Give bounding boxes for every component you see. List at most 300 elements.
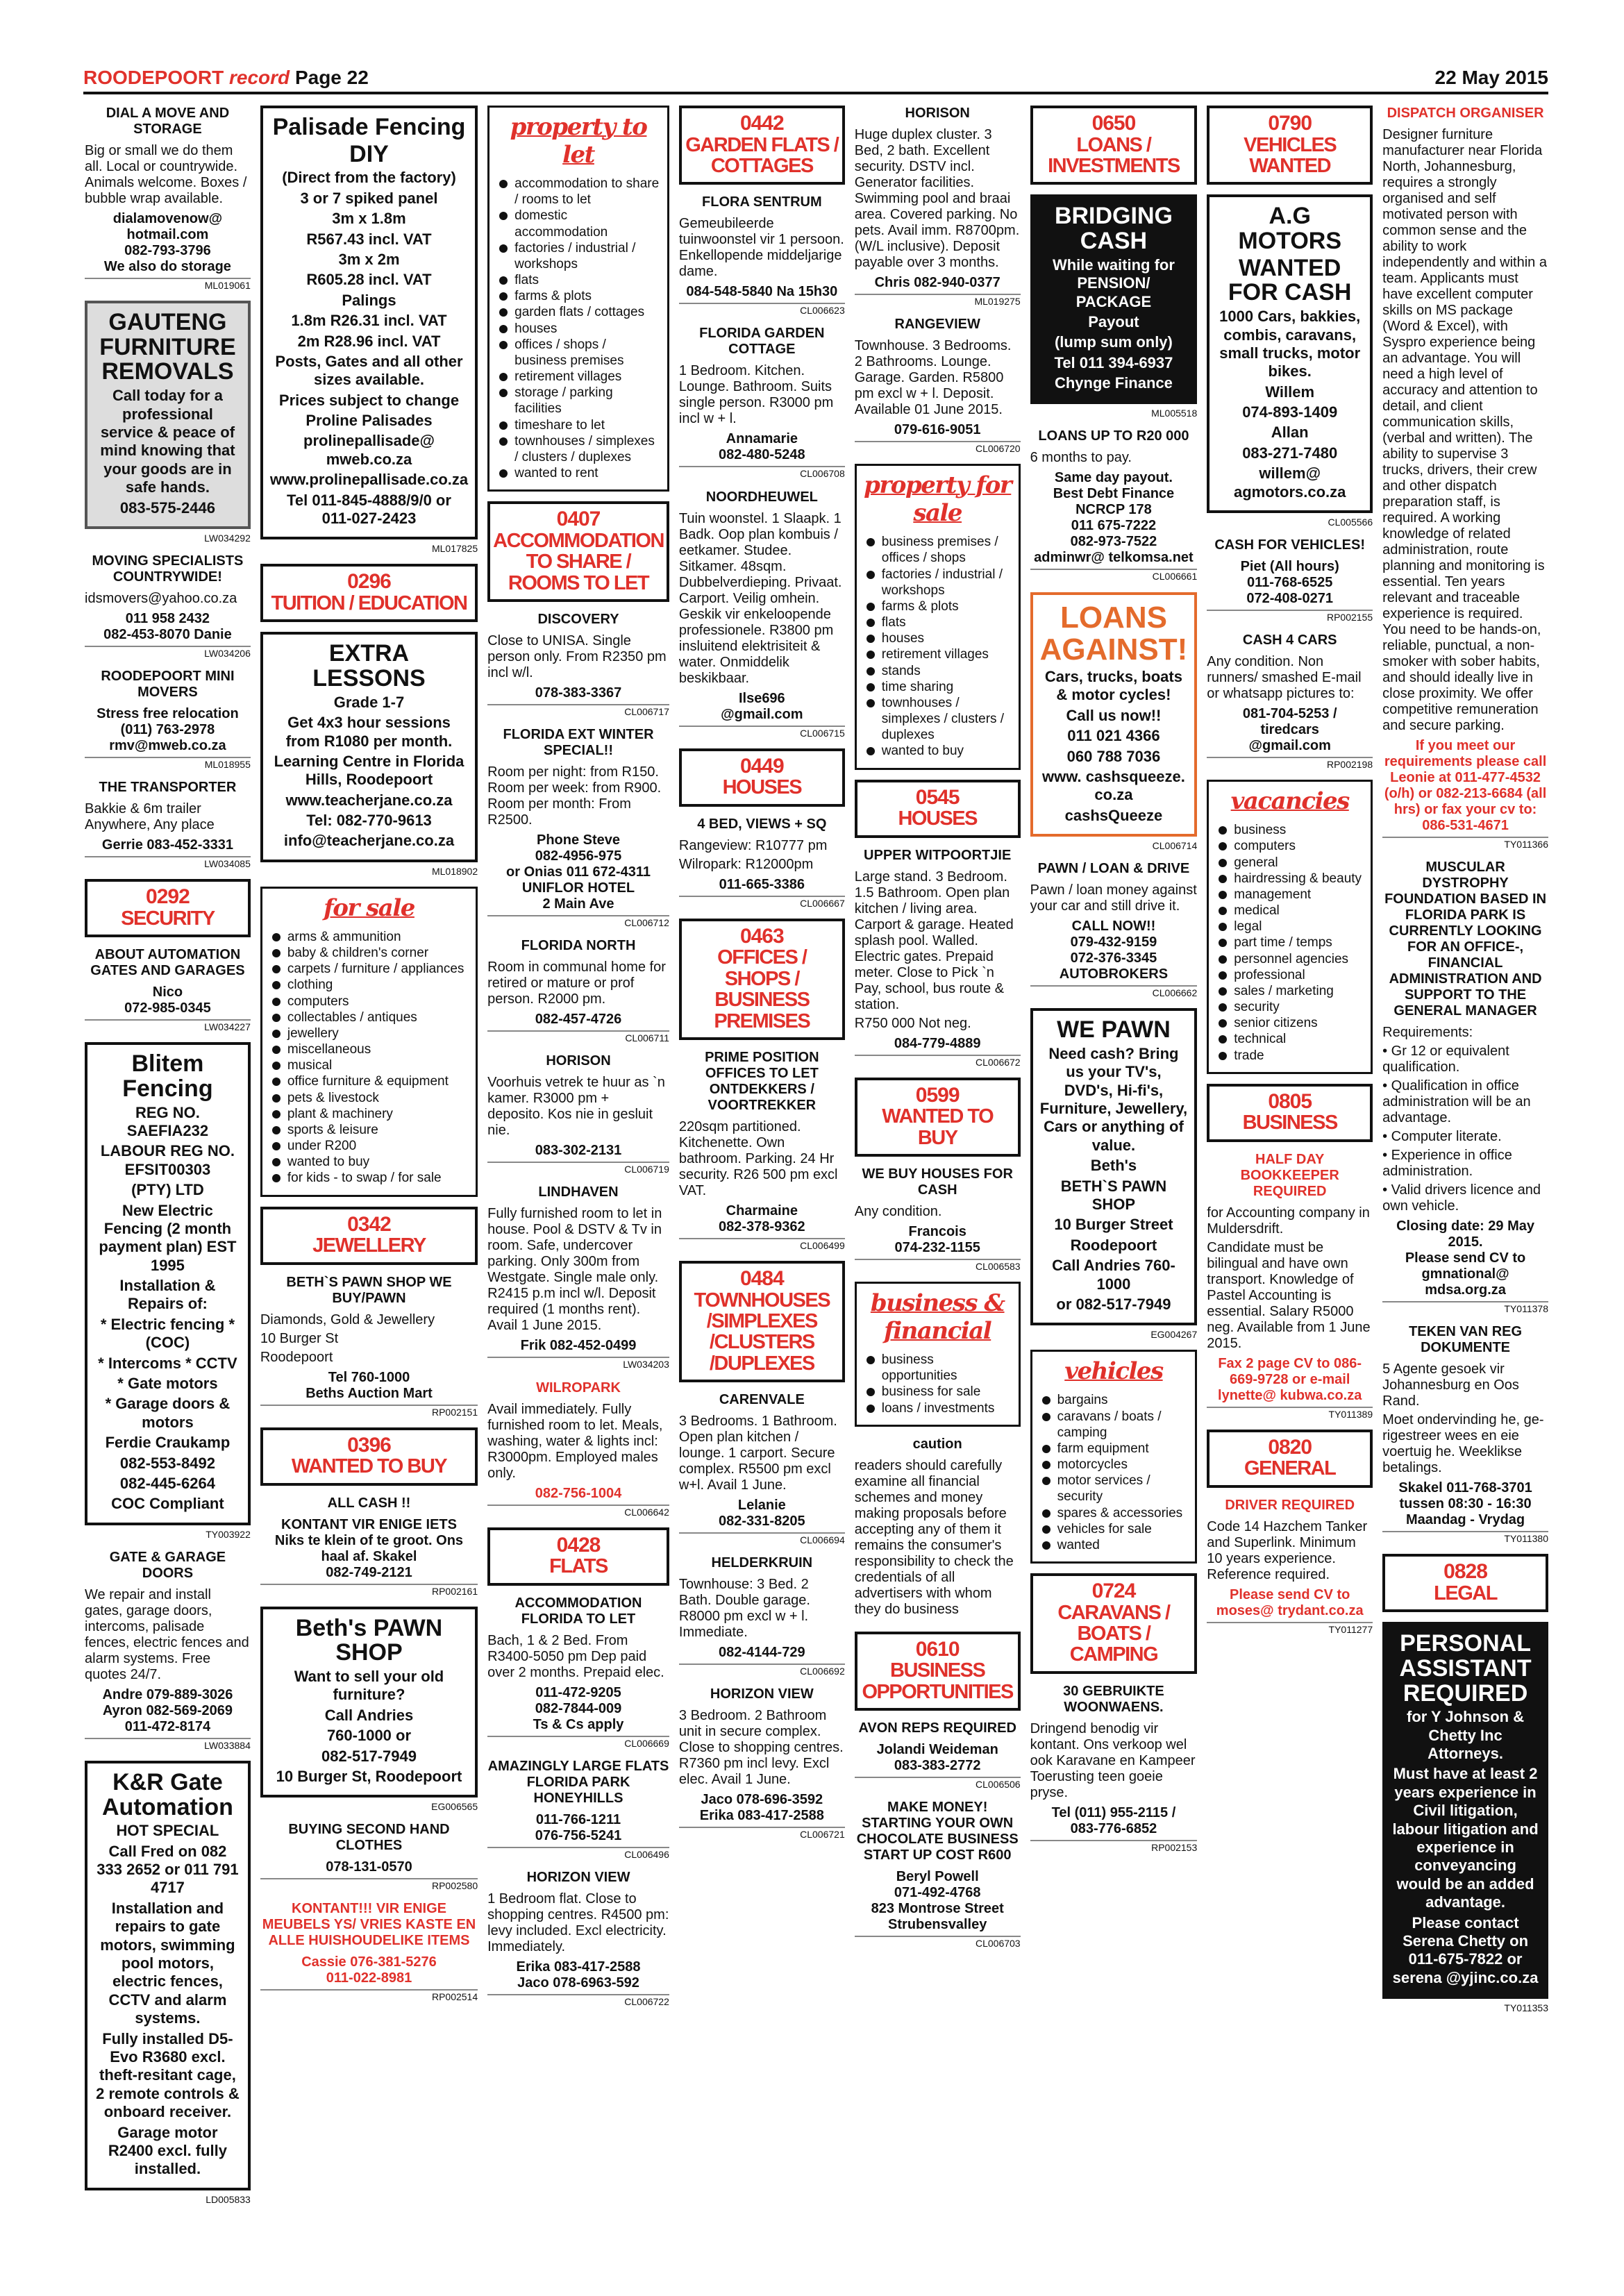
display-ad-line: (Direct from the factory) bbox=[282, 169, 456, 187]
ad-body-text: • Experience in office administration. bbox=[1382, 1148, 1512, 1180]
ad-contact-line: Nico bbox=[152, 984, 183, 1000]
section-index-item: garden flats / cottages bbox=[496, 304, 660, 320]
ad-title: 30 GEBRUIKTE WOONWAENS. bbox=[1063, 1683, 1164, 1715]
ad-contact-line: Beths Auction Mart bbox=[305, 1385, 433, 1401]
classified-ad bbox=[855, 1436, 1021, 1622]
ad-contact bbox=[1207, 1356, 1373, 1404]
ad-contact bbox=[1207, 1587, 1373, 1619]
display-ad bbox=[1030, 1008, 1198, 1325]
ad-contact bbox=[1382, 1218, 1548, 1298]
section-index-item: medical bbox=[1216, 903, 1364, 919]
display-ad-headline: Palisade Fencing bbox=[272, 114, 466, 140]
ad-contact-line: 084-548-5840 Na 15h30 bbox=[686, 284, 838, 300]
section-index-item: baby & children's corner bbox=[269, 945, 469, 961]
display-ad bbox=[1207, 194, 1373, 513]
ad-contact-line: Please send CV to moses@ trydant.co.za bbox=[1216, 1586, 1364, 1618]
display-ad-line: Chynge Finance bbox=[1054, 374, 1173, 392]
ad-contact-line: 078-383-3367 bbox=[535, 685, 622, 701]
ad-body-text: We repair and install gates, garage doors, intercoms, palisade fences, electric fences and alarm systems. Free quotes 24/7. bbox=[85, 1586, 249, 1682]
display-ad-line: 083-271-7480 bbox=[1242, 444, 1338, 462]
category-header bbox=[1207, 106, 1373, 185]
classified-ad bbox=[260, 1822, 478, 1891]
display-ad bbox=[1030, 592, 1198, 837]
ad-contact-line: 082-973-7522 bbox=[1070, 534, 1157, 550]
ad-body-text: 10 Burger St bbox=[260, 1330, 339, 1346]
ad-reference: CL006667 bbox=[679, 896, 845, 909]
ad-title: HALF DAY BOOKKEEPER REQUIRED bbox=[1240, 1151, 1339, 1199]
classified-ad bbox=[487, 612, 669, 717]
category-header bbox=[679, 106, 845, 185]
ad-body bbox=[487, 960, 669, 1007]
category-header bbox=[260, 1207, 478, 1265]
ad-contact-line: 011-472-9205 bbox=[535, 1684, 621, 1700]
classified-ad bbox=[679, 1555, 845, 1677]
display-ad-headline: GAUTENG FURNITURE REMOVALS bbox=[99, 309, 236, 385]
ad-contact-line: 079-432-9159 bbox=[1070, 935, 1157, 950]
ad-body-text: 5 Agente gesoek vir Johannesburg en Oos Rand. bbox=[1382, 1361, 1519, 1409]
classified-ad bbox=[85, 669, 251, 770]
ad-reference: CL006499 bbox=[679, 1238, 845, 1251]
category-header bbox=[855, 780, 1021, 838]
display-ad-line: R567.43 incl. VAT bbox=[306, 230, 432, 248]
category-title: LOANS / INVESTMENTS bbox=[1048, 133, 1180, 177]
classified-ad bbox=[1382, 860, 1548, 1314]
ad-body bbox=[679, 363, 845, 427]
display-ad-line: 2m R28.96 incl. VAT bbox=[297, 332, 441, 350]
ad-reference: ML019275 bbox=[855, 294, 1021, 307]
display-ad bbox=[85, 301, 251, 529]
ad-contact-line: Jolandi Weideman bbox=[876, 1742, 998, 1758]
ad-body bbox=[1382, 1025, 1548, 1214]
ad-contact bbox=[679, 1498, 845, 1530]
ad-contact-line: Frik 082-452-0499 bbox=[520, 1338, 637, 1354]
ad-body-text: Voorhuis vetrek te huur as `n kamer. R3000 pm + deposito. Kos nie in gesluit nie. bbox=[487, 1075, 665, 1139]
section-index-item: motorcycles bbox=[1039, 1457, 1189, 1473]
ad-reference: TY011366 bbox=[1382, 837, 1548, 850]
ad-title: AVON REPS REQUIRED bbox=[858, 1720, 1016, 1736]
category-header bbox=[855, 1078, 1021, 1157]
ad-contact-line: Ilse696 bbox=[738, 690, 785, 706]
ad-contact bbox=[855, 1869, 1021, 1933]
section-index-item: loans / investments bbox=[864, 1400, 1012, 1416]
ad-reference: CL006712 bbox=[487, 915, 669, 928]
display-ad-line: Tel: 082-770-9613 bbox=[306, 812, 432, 830]
classified-ad bbox=[1382, 106, 1548, 850]
ad-contact-line: Same day payout. bbox=[1054, 470, 1173, 486]
display-ad-headline: Beth's PAWN SHOP bbox=[295, 1614, 443, 1666]
ad-body-text: readers should carefully examine all financial schemes and money making proposals before accepting any of them it remains the consumer's responsibility to check the credentials of all advertisers with whom they do business bbox=[854, 1457, 1014, 1617]
ad-reference: CL006694 bbox=[679, 1532, 845, 1545]
ad-body-text: 1 Bedroom flat. Close to shopping centres. R4500 pm: levy included. Excl electricity. Immediately. bbox=[487, 1891, 669, 1954]
display-ad-line: Prices subject to change bbox=[278, 391, 460, 409]
section-index-item: farm equipment bbox=[1039, 1441, 1189, 1457]
display-ad-line: Tel 011 394-6937 bbox=[1054, 353, 1173, 371]
ad-contact bbox=[487, 832, 669, 912]
display-ad-line: prolinepallisade@ mweb.co.za bbox=[303, 432, 435, 468]
ad-body bbox=[85, 591, 251, 607]
ad-contact-line: KONTANT VIR ENIGE IETS bbox=[281, 1516, 457, 1532]
ad-title: NOORDHEUWEL bbox=[705, 489, 818, 505]
ad-body bbox=[487, 1891, 669, 1955]
ad-body-text: Gemeubileerde tuinwoonstel vir 1 persoon. Enkellopende middeljarige dame. bbox=[678, 216, 844, 280]
ad-title: DIAL A MOVE AND STORAGE bbox=[106, 106, 230, 137]
ad-contact bbox=[679, 1792, 845, 1824]
section-index-item: houses bbox=[496, 321, 660, 337]
ad-title: MUSCULAR DYSTROPHY FOUNDATION BASED IN FLORIDA PARK IS CURRENTLY LOOKING FOR AN OFFICE-, FINANCIAL ADMINISTRATION AND SUPPORT TO THE GENERAL MANAGER bbox=[1384, 860, 1547, 1019]
ad-title: FLORA SENTRUM bbox=[702, 194, 822, 210]
ad-body bbox=[1382, 1361, 1548, 1476]
ad-contact bbox=[855, 422, 1021, 438]
display-ad-line: 082-553-8492 bbox=[119, 1454, 215, 1472]
classified-ad bbox=[1207, 1498, 1373, 1635]
section-index bbox=[260, 887, 478, 1197]
ad-title: CASH FOR VEHICLES! bbox=[1214, 537, 1366, 553]
category-code: 0292 bbox=[146, 885, 190, 909]
ad-contact bbox=[487, 1486, 669, 1502]
section-index-item: personnel agencies bbox=[1216, 951, 1364, 967]
ad-reference: RP002198 bbox=[1207, 757, 1373, 770]
ad-body bbox=[1207, 654, 1373, 702]
ad-contact-line: 011 675-7222 bbox=[1071, 518, 1157, 534]
ad-title: UPPER WITPOORTJIE bbox=[864, 847, 1012, 863]
ad-body bbox=[487, 1206, 669, 1334]
ad-reference: ML018955 bbox=[85, 757, 251, 770]
ad-reference: CL006692 bbox=[679, 1664, 845, 1677]
section-index-item: jewellery bbox=[269, 1025, 469, 1041]
display-ad-line: Payout bbox=[1088, 312, 1139, 330]
classified-ad bbox=[85, 106, 251, 291]
display-ad-line: 082-445-6264 bbox=[119, 1475, 215, 1492]
ad-contact-line: 082-4144-729 bbox=[719, 1645, 805, 1661]
ad-body bbox=[1030, 450, 1198, 466]
ad-contact-line: 011-766-1211 bbox=[535, 1811, 621, 1827]
ad-body-text: Townhouse: 3 Bed. 2 Bath. Double garage. R8000 pm excl w + l. Immediate. bbox=[678, 1577, 810, 1641]
section-index-item: computers bbox=[1216, 838, 1364, 854]
section-index-item: flats bbox=[496, 272, 660, 288]
display-ad-line: Call Fred on 082 333 2652 or 011 791 4717 bbox=[97, 1842, 239, 1897]
ad-contact bbox=[260, 1517, 478, 1581]
ad-body-text: Dringend benodig vir kontant. Ons verkoop wel ook Karavane en Kampeer Toerusting teen goeie pryse. bbox=[1030, 1720, 1196, 1800]
display-ad-wrapper bbox=[85, 1042, 251, 1540]
ad-reference: CL006642 bbox=[487, 1505, 669, 1518]
ad-reference: TY011389 bbox=[1207, 1407, 1373, 1420]
category-code: 0650 bbox=[1091, 112, 1136, 135]
display-ad-line: Roodepoort bbox=[1070, 1236, 1157, 1254]
display-ad-wrapper bbox=[260, 632, 478, 877]
ad-title: HORIZON VIEW bbox=[526, 1869, 630, 1885]
display-ad-line: 082-517-7949 bbox=[321, 1747, 417, 1765]
ad-contact-line: AUTOBROKERS bbox=[1059, 966, 1169, 982]
category-code: 0545 bbox=[915, 785, 960, 809]
display-ad-line: * Gate motors bbox=[117, 1375, 218, 1393]
classified-ad bbox=[260, 1901, 478, 2002]
section-index-item: plant & machinery bbox=[269, 1106, 469, 1122]
category-code: 0828 bbox=[1443, 1560, 1487, 1584]
ad-title: HELDERKRUIN bbox=[711, 1555, 813, 1571]
ad-contact-line: 082-7844-009 bbox=[535, 1700, 622, 1716]
category-code: 0296 bbox=[347, 570, 391, 594]
display-ad-line: Cars, trucks, boats & motor cycles! bbox=[1044, 667, 1182, 704]
section-index-item: senior citizens bbox=[1216, 1015, 1364, 1031]
ad-body-text: Roodepoort bbox=[260, 1349, 333, 1365]
ad-contact bbox=[85, 1687, 251, 1735]
ad-body bbox=[1030, 882, 1198, 914]
section-index-item: business premises / offices / shops bbox=[864, 534, 1012, 566]
ad-contact-line: 011-472-8174 bbox=[124, 1718, 211, 1734]
ad-contact bbox=[1382, 1480, 1548, 1528]
masthead bbox=[83, 64, 1548, 94]
ad-body bbox=[85, 1587, 251, 1683]
section-index-item: professional bbox=[1216, 967, 1364, 983]
ad-contact bbox=[260, 1954, 478, 1986]
ad-title: HORIZON VIEW bbox=[710, 1686, 814, 1702]
classified-ad bbox=[855, 848, 1021, 1068]
section-index-item: time sharing bbox=[864, 679, 1012, 695]
ad-contact-line: 082-378-9362 bbox=[719, 1218, 805, 1234]
ad-contact-line: Ts & Cs apply bbox=[533, 1716, 624, 1732]
display-ad-line: Posts, Gates and all other sizes available. bbox=[275, 352, 463, 389]
ad-contact bbox=[679, 284, 845, 300]
ad-body-text: Bakkie & 6m trailer Anywhere, Any place bbox=[85, 801, 215, 833]
ad-title: GATE & GARAGE DOORS bbox=[109, 1549, 226, 1581]
ad-contact-line: Cassie 076-381-5276 bbox=[301, 1954, 437, 1970]
ad-contact-line: Francois bbox=[908, 1224, 966, 1239]
category-title: BUSINESS bbox=[1242, 1112, 1337, 1134]
display-ad-line: Installation and repairs to gate motors, swimming pool motors, electric fences, CCTV and alarm systems. bbox=[100, 1899, 235, 2027]
ad-reference: LW034292 bbox=[204, 532, 251, 544]
ad-reference: TY011378 bbox=[1382, 1301, 1548, 1314]
category-title: GENERAL bbox=[1244, 1457, 1336, 1480]
ad-body bbox=[679, 511, 845, 687]
display-ad-line: Fully installed D5-Evo R3680 excl. theft-resitant cage, 2 remote controls & onboard receiver. bbox=[96, 2029, 240, 2121]
section-index-list bbox=[1216, 822, 1364, 1064]
ad-title: HORISON bbox=[546, 1053, 611, 1069]
ad-reference: ML018902 bbox=[431, 865, 478, 877]
ad-reference: CL006721 bbox=[679, 1827, 845, 1840]
display-ad-headline: EXTRA LESSONS bbox=[312, 640, 426, 692]
ad-body-text: Fully furnished room to let in house. Pool & DSTV & Tv in room. Safe, undercover parking. Only 300m from Westgate. Single male only. R2415 p.m incl w/l. Deposit required (1 months rent). Avail 1 June 2015. bbox=[487, 1206, 662, 1334]
section-title: for sale bbox=[324, 894, 415, 922]
display-ad-wrapper bbox=[260, 1607, 478, 1813]
ad-contact-line: 082-4956-975 bbox=[535, 848, 622, 864]
display-ad-line: or 082-517-7949 bbox=[1056, 1295, 1171, 1313]
classified-ad bbox=[679, 1392, 845, 1545]
ad-contact-line: Erika 083-417-2588 bbox=[516, 1959, 641, 1975]
category-code: 0610 bbox=[915, 1637, 960, 1661]
section-index-item: wanted to buy bbox=[864, 743, 1012, 759]
ad-title: PAWN / LOAN & DRIVE bbox=[1037, 861, 1190, 877]
section-index-item: factories / industrial / workshops bbox=[496, 240, 660, 272]
classified-ad bbox=[679, 816, 845, 909]
ad-contact-line: Piet (All hours) bbox=[1240, 559, 1339, 575]
category-code: 0449 bbox=[739, 754, 784, 778]
section-index-list bbox=[1039, 1392, 1189, 1553]
category-title: HOUSES bbox=[898, 807, 977, 830]
category-title: FLATS bbox=[549, 1555, 608, 1578]
category-title: BUSINESS OPPORTUNITIES bbox=[862, 1659, 1013, 1703]
ad-title: BETH`S PAWN SHOP WE BUY/PAWN bbox=[286, 1274, 452, 1306]
category-title: GARDEN FLATS / COTTAGES bbox=[685, 133, 839, 177]
ad-contact bbox=[855, 1224, 1021, 1256]
category-header bbox=[855, 1632, 1021, 1711]
section-index-item: accommodation to share / rooms to let bbox=[496, 176, 660, 208]
section-index-item: sales / marketing bbox=[1216, 983, 1364, 999]
section-title: vehicles bbox=[1064, 1357, 1163, 1386]
ad-contact-line: dialamovenow@ hotmail.com bbox=[112, 211, 223, 242]
display-ad-line: 083-575-2446 bbox=[119, 498, 215, 517]
display-ad-line: cashsQueeze bbox=[1064, 806, 1163, 824]
ad-contact-line: 081-704-5253 / bbox=[1242, 706, 1337, 722]
column-4 bbox=[679, 106, 845, 2286]
ad-title: ACCOMMODATION FLORIDA TO LET bbox=[514, 1595, 642, 1627]
display-ad-line: www. cashsqueeze. co.za bbox=[1042, 767, 1185, 804]
ad-body bbox=[487, 1633, 669, 1681]
display-ad-headline: K&R Gate Automation bbox=[102, 1768, 233, 1820]
ad-title: MAKE MONEY! STARTING YOUR OWN CHOCOLATE BUSINESS START UP COST R600 bbox=[856, 1800, 1019, 1863]
section-index-item: flats bbox=[864, 614, 1012, 630]
ad-title: TEKEN VAN REG DOKUMENTE bbox=[1409, 1324, 1523, 1356]
display-ad-line: Garage motor R2400 excl. fully installed. bbox=[108, 2123, 228, 2178]
classified-ad bbox=[1207, 1152, 1373, 1420]
category-code: 0463 bbox=[739, 924, 784, 948]
section-index-item: clothing bbox=[269, 977, 469, 993]
category-title: ACCOMMODATION TO SHARE / ROOMS TO LET bbox=[493, 529, 664, 594]
ad-contact bbox=[679, 431, 845, 463]
ad-reference: ML017825 bbox=[431, 543, 478, 555]
ad-reference: RP002580 bbox=[260, 1878, 478, 1891]
display-ad-wrapper bbox=[260, 106, 478, 554]
ad-reference: ML005518 bbox=[1151, 408, 1198, 419]
ad-title: BUYING SECOND HAND CLOTHES bbox=[288, 1822, 450, 1854]
display-ad-line: * Intercoms * CCTV bbox=[98, 1354, 237, 1372]
display-ad bbox=[85, 1042, 251, 1525]
display-ad-line: * Garage doors & motors bbox=[105, 1395, 231, 1431]
section-title: property to let bbox=[510, 113, 647, 169]
section-index-item: retirement villages bbox=[496, 369, 660, 385]
ad-title: WE BUY HOUSES FOR CASH bbox=[862, 1166, 1013, 1198]
column-3 bbox=[487, 106, 669, 2286]
ad-contact-line: 072-376-3345 bbox=[1070, 950, 1157, 966]
ad-contact-line: If you meet our requirements please call Leonie at 011-477-4532 (o/h) or 082-213-6684 (all hrs) or fax your cv to: 086-531-4671 bbox=[1384, 738, 1547, 833]
ad-contact-line: Gerrie 083-452-3331 bbox=[101, 837, 233, 853]
ad-reference: CL006661 bbox=[1030, 569, 1198, 582]
ad-contact-line: 083-776-6852 bbox=[1070, 1820, 1157, 1836]
ad-contact bbox=[85, 837, 251, 853]
ad-contact-line: 083-383-2772 bbox=[894, 1758, 981, 1774]
classified-ad bbox=[679, 194, 845, 316]
ad-body-text: Big or small we do them all. Local or countrywide. Animals welcome. Boxes / bubble wrap available. bbox=[85, 143, 247, 206]
ad-contact-line: Erika 083-417-2588 bbox=[699, 1808, 824, 1824]
ad-reference: CL006719 bbox=[487, 1162, 669, 1175]
ad-contact-line: @gmail.com bbox=[1248, 738, 1331, 754]
section-title: vacancies bbox=[1230, 787, 1349, 816]
ad-body-text: Tuin woonstel. 1 Slaapk. 1 Badk. Oop plan kombuis / eetkamer. Studee. Sitkamer. 48sqm. Dubbelverdieping. Privaat. Carport. Veilig omhein. Geskik vir enkeloopende professionele. R3800 pm insluitend elektrisiteit & water. Onmiddelik beskikbaar. bbox=[678, 510, 842, 686]
display-ad bbox=[1030, 194, 1198, 404]
ad-body-text: idsmovers@yahoo.co.za bbox=[85, 590, 237, 606]
display-ad-line: Palings bbox=[342, 291, 396, 309]
display-ad bbox=[260, 632, 478, 862]
classified-ad bbox=[1030, 428, 1198, 582]
display-ad-line: (lump sum only) bbox=[1054, 333, 1173, 351]
category-code: 0407 bbox=[556, 508, 601, 531]
display-ad-line: Call Andries 760-1000 bbox=[1052, 1257, 1175, 1293]
display-ad-line: for Y Johnson & Chetty Inc Attorneys. bbox=[1407, 1708, 1525, 1763]
ad-title: KONTANT!!! VIR ENIGE MEUBELS YS/ VRIES KASTE EN ALLE HUISHOUDELIKE ITEMS bbox=[262, 1901, 476, 1949]
ad-contact-line: 071-492-4768 bbox=[894, 1885, 981, 1901]
display-ad-line: Need cash? Bring us your TV's, DVD's, Hi-fi's, Furniture, Jewellery, Cars or anything of value. bbox=[1039, 1044, 1188, 1154]
section-index-item: hairdressing & beauty bbox=[1216, 871, 1364, 887]
classified-ad bbox=[855, 1166, 1021, 1272]
ad-contact bbox=[85, 984, 251, 1016]
ad-reference: LW033884 bbox=[85, 1738, 251, 1751]
display-ad-line: Willem bbox=[1265, 383, 1315, 401]
ad-contact bbox=[855, 275, 1021, 291]
ad-body-text: Huge duplex cluster. 3 Bed, 2 bath. Excellent security. DSTV incl. Generator facilities. Swimming pool and braai area. Covered parking. No pets. Avail imm. R8700pm. (W/L inclusive). Deposit payable over 3 months. bbox=[854, 127, 1020, 270]
column-6 bbox=[1030, 106, 1198, 2286]
ad-contact bbox=[1207, 559, 1373, 607]
category-header bbox=[1030, 1573, 1198, 1674]
ad-contact bbox=[1382, 738, 1548, 834]
ad-body bbox=[1030, 1721, 1198, 1801]
ad-body bbox=[679, 216, 845, 280]
ad-reference: CL006669 bbox=[487, 1736, 669, 1749]
display-ad-line: www.teacherjane.co.za bbox=[285, 791, 453, 809]
ad-reference: CL006717 bbox=[487, 704, 669, 717]
ad-body-text: 220sqm partitioned. Kitchenette. Own bathroom. Parking. 24 Hr security. R26 500 pm excl VAT. bbox=[678, 1118, 838, 1198]
display-ad-line: 3 or 7 spiked panel bbox=[300, 189, 438, 207]
display-ad-line: Call us now!! bbox=[1066, 706, 1162, 724]
ad-contact bbox=[487, 1959, 669, 1991]
section-index-list bbox=[864, 534, 1012, 759]
ad-body-text: Bach, 1 & 2 Bed. From R3400-5050 pm Dep paid over 2 months. Prepaid elec. bbox=[487, 1632, 664, 1680]
ad-contact-line: gmnational@ mdsa.org.za bbox=[1421, 1266, 1509, 1298]
classified-ad bbox=[487, 1759, 669, 1860]
section-index-item: wanted to rent bbox=[496, 465, 660, 481]
section-index-item: vehicles for sale bbox=[1039, 1521, 1189, 1537]
ad-reference: CL006714 bbox=[1152, 840, 1198, 852]
category-header bbox=[679, 919, 845, 1040]
display-ad-line: Call today for a professional service & peace of mind knowing that your goods are in safe hands. bbox=[100, 387, 235, 496]
ad-body-text: Requirements: bbox=[1382, 1025, 1473, 1041]
ad-contact-line: Beryl Powell bbox=[896, 1869, 979, 1885]
section-index bbox=[1207, 780, 1373, 1074]
section-index-item: stands bbox=[864, 663, 1012, 679]
classified-ad bbox=[487, 727, 669, 928]
column-1 bbox=[85, 106, 251, 2286]
ad-body-text: • Valid drivers licence and own vehicle. bbox=[1382, 1182, 1541, 1214]
ad-contact-line: Skakel 011-768-3701 tussen 08:30 - 16:30 Maandag - Vrydag bbox=[1398, 1480, 1532, 1528]
ad-body-text: Large stand. 3 Bedroom. 1.5 Bathroom. Open plan kitchen / living area. Carport & garage. Heated splash pool. Walled. Electric gates. Prepaid meter. Close to Pick `n Pay, school, bus route & station. bbox=[854, 869, 1014, 1012]
ad-reference: CL006662 bbox=[1030, 985, 1198, 998]
display-ad-headline: LOANS AGAINST! bbox=[1039, 600, 1188, 667]
classified-ad bbox=[855, 106, 1021, 307]
section-index-item: spares & accessories bbox=[1039, 1505, 1189, 1521]
ad-reference: CL006715 bbox=[679, 726, 845, 739]
ad-contact-line: Strubensvalley bbox=[888, 1917, 987, 1933]
display-ad-line: Learning Centre in Florida Hills, Roodepoort bbox=[274, 752, 464, 789]
classified-ad bbox=[679, 326, 845, 479]
category-code: 0599 bbox=[915, 1083, 960, 1107]
display-ad-line: 10 Burger St, Roodepoort bbox=[276, 1767, 462, 1785]
section-index-list bbox=[269, 929, 469, 1187]
display-ad-line: Must have at least 2 years experience in Civil litigation, labour litigation and experience in conveyancing would be an added advantage. bbox=[1392, 1765, 1539, 1911]
classified-ad bbox=[260, 1495, 478, 1597]
display-ad-headline: Blitem Fencing bbox=[122, 1050, 213, 1102]
ad-body bbox=[487, 764, 669, 828]
ad-body-text: Diamonds, Gold & Jewellery bbox=[260, 1312, 435, 1327]
classified-ad bbox=[487, 1380, 669, 1518]
display-ad-headline: WE PAWN bbox=[1057, 1016, 1171, 1044]
